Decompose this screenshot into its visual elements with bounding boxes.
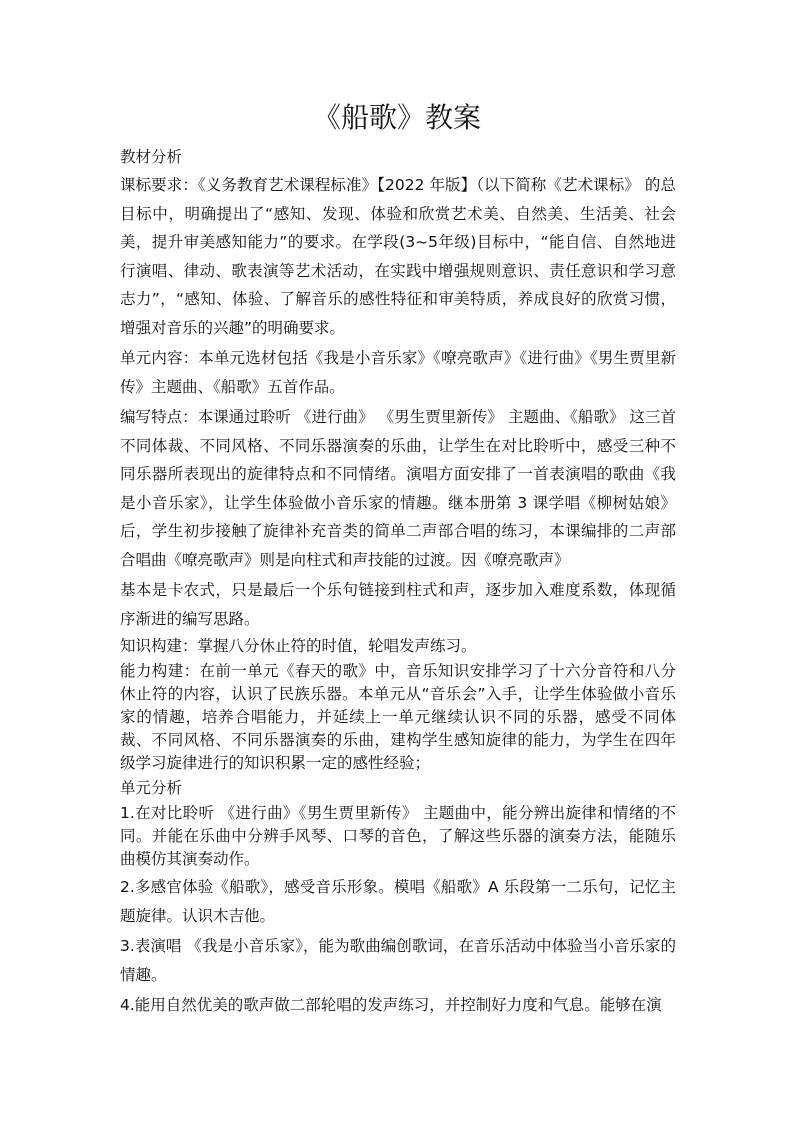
paragraph-unit-content: 单元内容：本单元选材包括《我是小音乐家》《嘹亮歌声》《进行曲》《男生贾里新传》主题曲、《船歌》五首作品。 — [120, 349, 676, 396]
document-body — [120, 145, 676, 1022]
paragraph-writing-features: 编写特点：本课通过聆听 《进行曲》 《男生贾里新传》 主题曲、《船歌》 这三首不同体裁、不同风格、不同乐器演奏的乐曲，让学生在对比聆听中，感受三种不同乐器所表现出的旋律特点和不同情绪。演唱方面安排了一首表演唱的歌曲《我是小音乐家》，让学生体验做小音乐家的情趣。继本册第 3 课学唱《柳树姑娘》后，学生初步接触了旋律补充音类的简单二声部合唱的练习，本课编排的二声部合唱曲《嘹亮歌声》则是向柱式和声技能的过渡。因《嘹亮歌声》 — [120, 408, 676, 569]
document-title: 《船歌》教案 — [312, 101, 481, 134]
list-item-3: 3.表演唱 《我是小音乐家》，能为歌曲编创歌词，在音乐活动中体验当小音乐家的情趣。 — [120, 937, 676, 984]
list-item-2: 2.多感官体验《船歌》，感受音乐形象。模唱《船歌》A 乐段第一二乐句，记忆主题旋律。认识木吉他。 — [120, 878, 676, 925]
paragraph-curriculum-requirements: 课标要求：《义务教育艺术课程标准》【2022 年版】（以下简称《艺术课标》 的总目标中，明确提出了“感知、发现、体验和欣赏艺术美、自然美、生活美、社会美，提升审美感知能力”的要求。在学段(3~5年级)目标中，“能自信、自然地进行演唱、律动、歌表演等艺术活动，在实践中增强规则意识、责任意识和学习意志力”，“感知、体验、了解音乐的感性特征和审美特质，养成良好的欣赏习惯，增强对音乐的兴趣”的明确要求。 — [120, 176, 676, 337]
section-heading-unit-analysis: 单元分析 — [120, 779, 183, 797]
section-heading-material-analysis: 教材分析 — [120, 148, 183, 166]
list-item-4: 4.能用自然优美的歌声做二部轮唱的发声练习，并控制好力度和气息。能够在演 — [120, 996, 662, 1014]
paragraph-ability-construction: 能力构建：在前一单元《春天的歌》中，音乐知识安排学习了十六分音符和八分休止符的内容，认识了民族乐器。本单元从“音乐会”入手，让学生体验做小音乐家的情趣，培养合唱能力，并延续上一单元继续认识不同的乐器，感受不同体裁、不同风格、不同乐器演奏的乐曲，建构学生感知旋律的能力，为学生在四年级学习旋律进行的知识积累一定的感性经验； — [120, 662, 676, 772]
paragraph-canon-form: 基本是卡农式，只是最后一个乐句链接到柱式和声，逐步加入难度系数，体现循序渐进的编写思路。 — [120, 581, 676, 628]
paragraph-knowledge-construction: 知识构建：掌握八分休止符的时值，轮唱发声练习。 — [120, 637, 477, 655]
list-item-1: 1.在对比聆听 《进行曲》《男生贾里新传》 主题曲中，能分辨出旋律和情绪的不同。并能在乐曲中分辨手风琴、口琴的音色，了解这些乐器的演奏方法，能随乐曲模仿其演奏动作。 — [120, 804, 676, 868]
